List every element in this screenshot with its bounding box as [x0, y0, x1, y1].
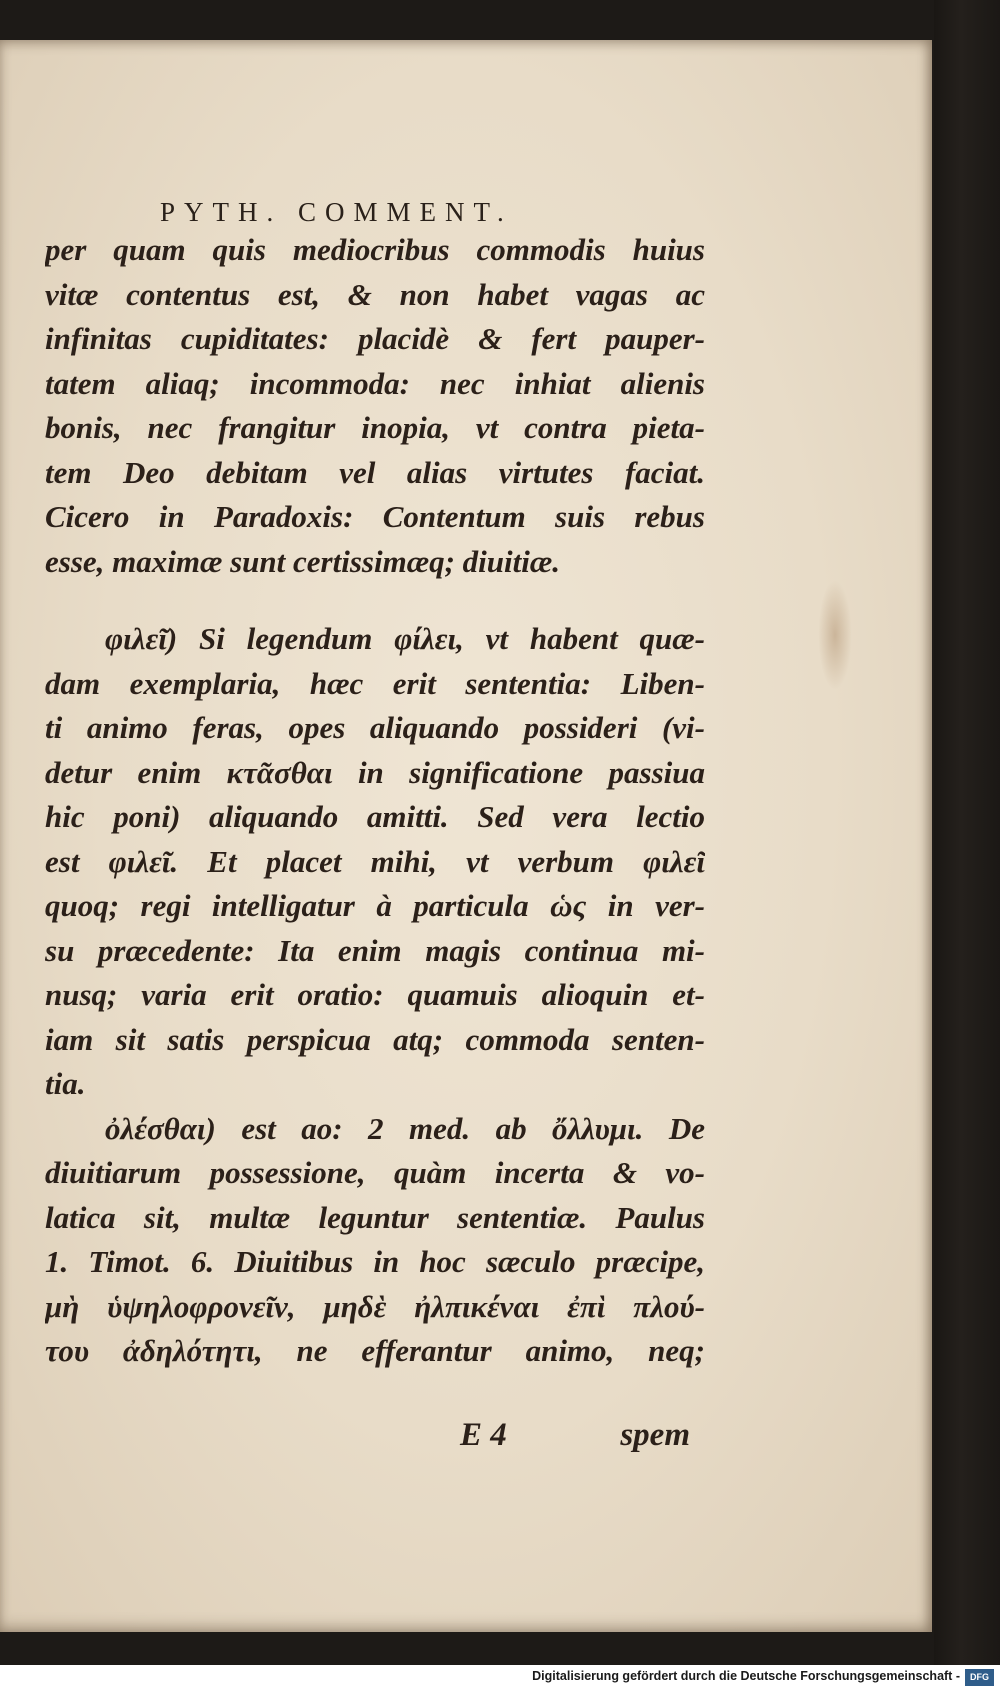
text-line: latica sit, multæ leguntur sententiæ. Paulus — [45, 1199, 705, 1235]
catchword: spem — [620, 1417, 690, 1453]
funding-credit: Digitalisierung gefördert durch die Deutsche Forschungsgemeinschaft - — [532, 1669, 960, 1683]
page-stain — [818, 580, 852, 690]
text-line: tia. — [45, 1066, 86, 1101]
text-line: του ἀδηλότητι, ne efferantur animo, neq; — [45, 1333, 705, 1368]
text-line: vitæ contentus est, & non habet vagas ac — [45, 276, 705, 312]
text-line: ὀλέσθαι) est ao: 2 med. ab ὄλλυμι. De — [105, 1110, 705, 1146]
page-footer — [460, 1417, 690, 1461]
credit-bar — [0, 1665, 1000, 1692]
text-line: su præcedente: Ita enim magis continua mi- — [45, 932, 705, 968]
paragraph-gap — [45, 584, 705, 617]
text-line: bonis, nec frangitur inopia, vt contra pieta- — [45, 410, 705, 445]
text-line: nusq; varia erit oratio: quamuis alioquin et- — [45, 977, 705, 1012]
text-line: est φιλεῖ. Et placet mihi, vt verbum φιλεῖ — [45, 843, 705, 879]
dfg-logo: DFG — [965, 1669, 994, 1686]
signature-mark: E 4 — [460, 1417, 507, 1453]
text-line: 1. Timot. 6. Diuitibus in hoc sæculo præcipe, — [45, 1244, 705, 1279]
text-line: dam exemplaria, hæc erit sententia: Liben- — [45, 665, 705, 701]
text-line: quoq; regi intelligatur à particula ὡς in ver- — [45, 888, 705, 923]
text-line: Cicero in Paradoxis: Contentum suis rebus — [45, 499, 705, 534]
text-line: diuitiarum possessione, quàm incerta & vo- — [45, 1155, 705, 1190]
text-line: detur enim κτᾶσθαι in significatione passiua — [45, 754, 705, 790]
text-line: esse, maximæ sunt certissimæq; diuitiæ. — [45, 543, 560, 579]
text-line: φιλεῖ) Si legendum φίλει, vt habent quæ- — [105, 621, 705, 656]
book-edge — [934, 0, 1000, 1665]
paragraph — [45, 1107, 705, 1374]
text-line: iam sit satis perspicua atq; commoda senten- — [45, 1021, 705, 1057]
text-line: tatem aliaq; incommoda: nec inhiat alienis — [45, 365, 705, 401]
text-line: infinitas cupiditates: placidè & fert pauper- — [45, 321, 705, 356]
text-line: ti animo feras, opes aliquando possideri (vi- — [45, 710, 705, 745]
text-line: hic poni) aliquando amitti. Sed vera lectio — [45, 799, 705, 834]
text-line: tem Deo debitam vel alias virtutes faciat. — [45, 454, 705, 490]
paragraph — [45, 617, 705, 1107]
paragraph — [45, 228, 705, 584]
text-line: per quam quis mediocribus commodis huius — [45, 232, 705, 267]
text-line: μὴ ὑψηλοφρονεῖν, μηδὲ ἠλπικέναι ἐπὶ πλού- — [45, 1288, 705, 1324]
running-head: PYTH. COMMENT. — [160, 197, 513, 227]
page-text — [45, 228, 705, 1374]
